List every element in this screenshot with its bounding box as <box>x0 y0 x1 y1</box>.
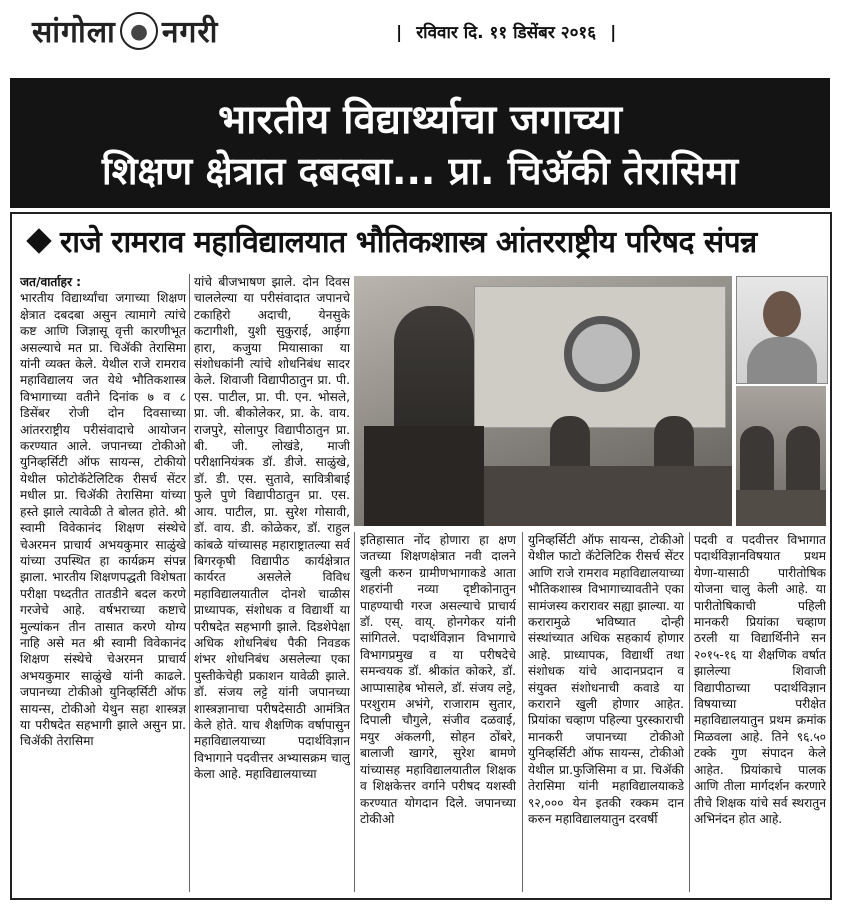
byline: जत/वार्ताहर : <box>20 275 82 289</box>
column-3-text: इतिहासात नोंद होणारा हा क्षण जतच्या शिक्षणक्षेत्रात नवी दालने खुली करुन ग्रामीणभागाकडे आता शहरांनी नव्या दृष्टीकोनातुन पाहण्याची गरज असल्याचे प्राचार्य डॉ. एस्. वाय्. होनगेकर यांनी सांगितले. पदार्थविज्ञान विभागाचे विभागप्रमुख व या परीषदेचे समन्वयक डॉ. श्रीकांत कोकरे, डॉ. आप्पासाहेब भोसले, डॉ. संजय लट्टे, परशुराम अभंगे, राजाराम सुतार, दिपाली चौगुले, संजीव दळवाई, मयुर अंकलगी, सोहन ठोंबरे, बालाजी खागरे, सुरेश बामणे यांच्यासह महाविद्यालयातील शिक्षक व शिक्षकेत्तर वर्गाने परीषद यशस्वी करण्यात योगदान दिले. जपानच्या टोकीओ <box>360 533 516 826</box>
newspaper-logo <box>32 10 218 53</box>
portrait-body <box>747 337 817 384</box>
divider-bar-left: | <box>396 23 403 43</box>
guest-figure <box>786 426 820 496</box>
emblem-wheel-icon <box>564 316 640 392</box>
headline-line-1: भारतीय विद्यार्थ्याचा जगाच्या <box>218 97 622 143</box>
column-rule <box>354 532 355 892</box>
subheadline <box>12 214 830 270</box>
portrait-head <box>763 291 801 337</box>
headline-banner <box>10 78 830 208</box>
column-5-text: पदवी व पदवीत्तर विभागात पदार्थविज्ञानविषयात प्रथम येणा-यासाठी पारीतोषिक योजना चालु केली आहे. या पारीतोषिकाची पहिली मानकरी प्रियांका चव्हाण ठरली या विद्यार्थिनीने सन २०१५-१६ या शैक्षणिक वर्षात झालेल्या शिवाजी विद्यापीठाच्या पदार्थविज्ञान विषयाच्या परीक्षेत महाविद्यालयातुन प्रथम क्रमांक मिळवला आहे. तिने ९६.५० टक्के गुण संपादन केले आहेत. प्रियांकाचे पालक आणि तीला मार्गदर्शन करणारे तीचे शिक्षक यांचे सर्व स्थरातुन अभिनंदन होत आहे. <box>694 533 826 826</box>
subheadline-text: राजे रामराव महाविद्यालयात भौतिकशास्त्र आंतरराष्ट्रीय परिषद संपन्न <box>60 225 757 260</box>
article-frame <box>10 212 832 900</box>
column-rule <box>689 532 690 892</box>
article-column-4 <box>528 532 684 894</box>
dais-table <box>484 466 732 526</box>
column-rule <box>189 274 190 892</box>
temple-emblem-icon <box>120 12 158 50</box>
logo-right-text: नगरी <box>161 15 219 50</box>
column-4-text: युनिव्हर्सिटी ऑफ सायन्स, टोकीओ येथील फाटो कॅटेलिटिक रीसर्च सेंटर आणि राजे रामराव महाविद्यालयाच्या भौतिकशास्त्र विभागाच्यावतीने एका सामंजस्य करारावर सह्या झाल्या. या करारामुळे भविष्यात दोन्ही संस्थांच्यात अधिक सहकार्य होणार आहे. प्राध्यापक, विद्यार्थी तथा संशोधक यांचे आदानप्रदान व संयुक्त संशोधनाची कवाडे या कराराने खुली होणार आहेत. प्रियांका चव्हाण पहिल्या पुरस्काराची मानकरी जपानच्या टोकीओ युनिव्हर्सिटी ऑफ सायन्स, टोकीओ येथील प्रा.फुजिसिमा व प्रा. चिॲकी तेरासिमा यांनी महाविद्यालयाकडे ९२,००० येन इतकी रक्कम दान करुन महाविद्यालयातुन दरवर्षी <box>528 533 684 826</box>
article-column-1 <box>20 274 186 894</box>
guest-figure <box>740 426 774 496</box>
dais-guests-photo <box>736 386 826 526</box>
podium <box>364 426 484 526</box>
column-2-text: यांचे बीजभाषण झाले. दोन दिवस चाललेल्या या परीसंवादात जपानचे टकाहिरो अदाची, येनसुके कटागीशी, युशी सुकुराई, आईगा हारा, कजुया मियासाका या संशोधकांनी त्यांचे शोधनिबंध सादर केले. शिवाजी विद्यापीठातुन प्रा. पी. एस. पाटील, प्रा. पी. एन. भोसले, प्रा. जी. बीकोलेकर, प्रा. के. वाय. राजपुरे, सोलापुर विद्यापीठातुन प्रा. बी. जी. लोखंडे, माजी परीक्षानियंत्रक डॉ. डीजे. साळुंखे, डॉ. डी. एस. सुतावे, सावित्रीबाई फुले पुणे विद्यापीठातुन प्रा. एस. आय. पाटील, प्रा. सुरेश गोसावी, डॉ. वाय. डी. कोळेकर, डॉ. राहुल कांबळे यांच्यासह महाराष्ट्रातल्या सर्व बिगरकृषी विद्यापीठ कार्यक्षेत्रात कार्यरत असलेले विविध महाविद्यालयातील दोनशे चाळीस प्राध्यापक, संशोधक व विद्यार्थी या परीषदेत सहभागी झाले. दिडशेपेक्षा अधिक शोधनिबंध पैकी निवडक शंभर शोधनिबंध असलेल्या एका पुस्तीकेचेही प्रकाशन यावेळी झाले. डॉ. संजय लट्टे यांनी जपानच्या शास्त्रज्ञानाचा परीषदेसाठी आमंत्रित केले होते. याच शैक्षणिक वर्षापासुन महाविद्यालयाच्या पदार्थविज्ञान विभागाने पदवीत्तर अभ्यासक्रम चालु केला आहे. महाविद्यालयाच्या <box>194 275 350 782</box>
article-column-2 <box>194 274 350 894</box>
dateline <box>382 20 672 43</box>
divider-bar-right: | <box>610 23 617 43</box>
headline-line-2: शिक्षण क्षेत्रात दबदबा... प्रा. चिॲकी तेरासिमा <box>101 149 739 193</box>
article-column-5 <box>694 532 826 894</box>
dais-table <box>736 490 826 526</box>
conference-photo <box>354 276 732 526</box>
logo-left-text: सांगोला <box>32 15 116 50</box>
column-rule <box>522 532 523 892</box>
column-1-text: भारतीय विद्यार्थ्यांचा जगाच्या शिक्षण क्षेत्रात दबदबा असुन त्यामागे त्यांचे कष्ट आणि जिज्ञासू वृत्ती कारणीभूत असल्याचे मत प्रा. चिॲकी तेरासिमा यांनी व्यक्त केले. येथील राजे रामराव महाविद्यालय जत येथे भौतिकशास्त्र विभागाच्या वतीने दिनांक ७ व ८ डिसेंबर रोजी दोन दिवसाच्या आंतरराष्ट्रीय परीसंवादाचे आयोजन करण्यात आले. जपानच्या टोकीओ युनिव्हर्सिटी ऑफ सायन्स, टोकीयो येथील फोटोकॅटेलिटिक रीसर्च सेंटर मधील प्रा. चिॲकी तेरासिमा यांच्या हस्ते झाले त्यावेळी ते बोलत होते. श्री स्वामी विवेकानंद शिक्षण संस्थेचे चेअरमन प्राचार्य अभयकुमार साळुंखे यांच्या उपस्थित हा कार्यक्रम संपन्न झाला. भारतीय शिक्षणपद्धती विशेषता परीक्षा पध्दतीत तातडीने बदल करणे गरजेचे आहे. वर्षभराच्या कष्टाचे मुल्यांकन तीन तासात करणे योग्य नाहि असे मत श्री स्वामी विवेकानंद शिक्षण संस्थेचे चेअरमन प्राचार्य अभयकुमार साळुंखे यांनी काढले. जपानच्या टोकीओ युनिव्हर्सिटी ऑफ सायन्स, टोकीओ येथुन सहा शास्त्रज्ञ या परीषदेत सहभागी झाले असुन प्रा. चिॲकी तेरासिमा <box>20 291 186 749</box>
masthead <box>10 6 830 70</box>
portrait-photo <box>736 276 828 384</box>
diamond-bullet-icon <box>26 228 51 253</box>
article-column-3 <box>360 532 516 894</box>
issue-date: रविवार दि. ११ डिसेंबर २०१६ <box>416 23 597 43</box>
